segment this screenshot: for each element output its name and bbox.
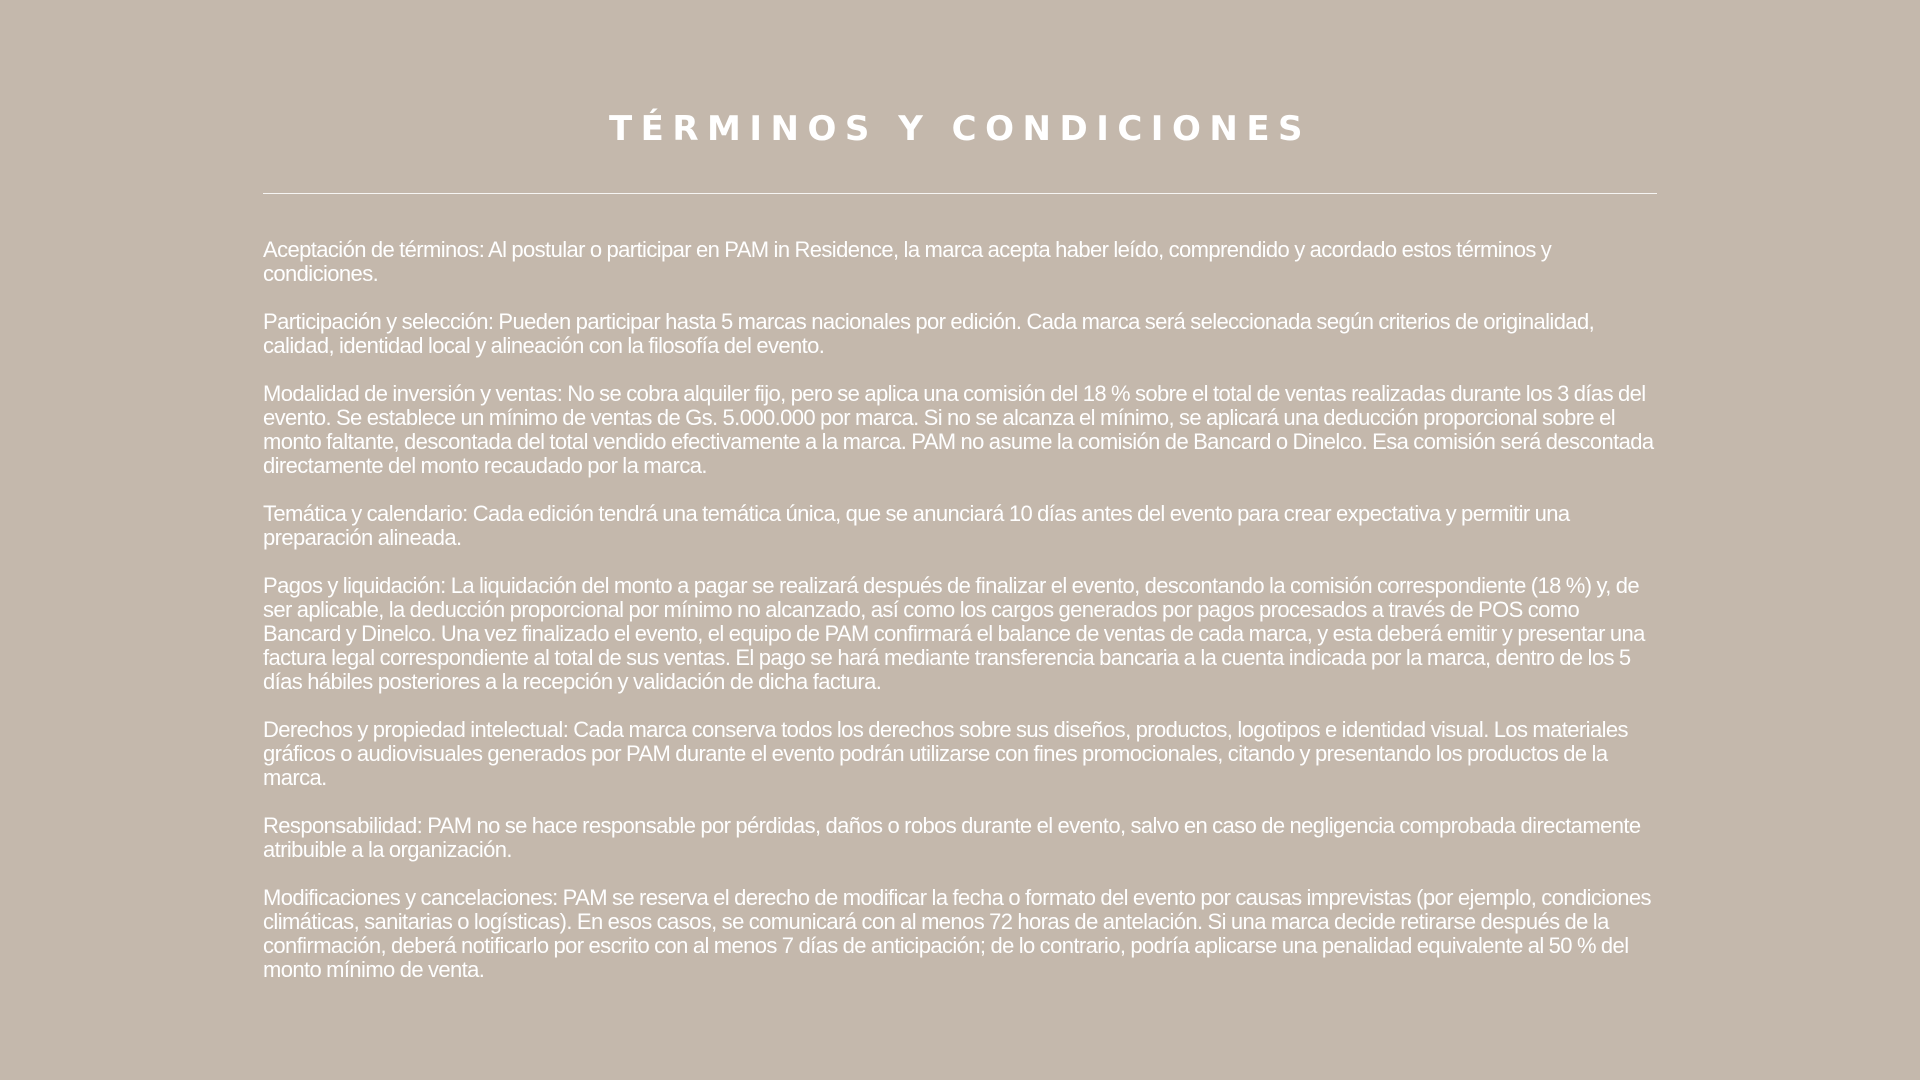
term-participation: Participación y selección: Pueden participar hasta 5 marcas nacionales por edición. Cada marca será seleccionada según criterios de originalidad, calidad, identidad local y alineación con la filosofía del evento. <box>263 309 1595 358</box>
term-acceptance: Aceptación de términos: Al postular o participar en PAM in Residence, la marca acepta haber leído, comprendido y acordado estos términos y condiciones. <box>263 237 1552 286</box>
term-theme-calendar: Temática y calendario: Cada edición tendrá una temática única, que se anunciará 10 días antes del evento para crear expectativa y permitir una preparación alineada. <box>263 501 1570 550</box>
terms-list <box>263 238 1657 1006</box>
term-intellectual-property: Derechos y propiedad intelectual: Cada marca conserva todos los derechos sobre sus diseños, productos, logotipos e identidad visual. Los materiales gráficos o audiovisuales generados por PAM durante el evento podrán utilizarse con fines promocionales, citando y presentando los productos de la marca. <box>263 717 1628 790</box>
title-divider <box>263 193 1657 194</box>
term-modifications: Modificaciones y cancelaciones: PAM se reserva el derecho de modificar la fecha o formato del evento por causas imprevistas (por ejemplo, condiciones climáticas, sanitarias o logísticas). En esos casos, se comunicará con al menos 72 horas de antelación. Si una marca decide retirarse después de la confirmación, deberá notificarlo por escrito con al menos 7 días de anticipación; de lo contrario, podría aplicarse una penalidad equivalente al 50 % del monto mínimo de venta. <box>263 885 1651 982</box>
term-payments: Pagos y liquidación: La liquidación del monto a pagar se realizará después de finalizar el evento, descontando la comisión correspondiente (18 %) y, de ser aplicable, la deducción proporcional por mínimo no alcanzado, así como los cargos generados por pagos procesados a través de POS como Bancard y Dinelco. Una vez finalizado el evento, el equipo de PAM confirmará el balance de ventas de cada marca, y esta deberá emitir y presentar una factura legal correspondiente al total de sus ventas. El pago se hará mediante transferencia bancaria a la cuenta indicada por la marca, dentro de los 5 días hábiles posteriores a la recepción y validación de dicha factura. <box>263 573 1645 694</box>
page-title: TÉRMINOS Y CONDICIONES <box>608 109 1312 149</box>
terms-page <box>263 0 1657 1080</box>
term-investment-sales: Modalidad de inversión y ventas: No se cobra alquiler fijo, pero se aplica una comisión del 18 % sobre el total de ventas realizadas durante los 3 días del evento. Se establece un mínimo de ventas de Gs. 5.000.000 por marca. Si no se alcanza el mínimo, se aplicará una deducción proporcional sobre el monto faltante, descontada del total vendido efectivamente a la marca. PAM no asume la comisión de Bancard o Dinelco. Esa comisión será descontada directamente del monto recaudado por la marca. <box>263 381 1654 478</box>
term-responsibility: Responsabilidad: PAM no se hace responsable por pérdidas, daños o robos durante el evento, salvo en caso de negligencia comprobada directamente atribuible a la organización. <box>263 813 1641 862</box>
